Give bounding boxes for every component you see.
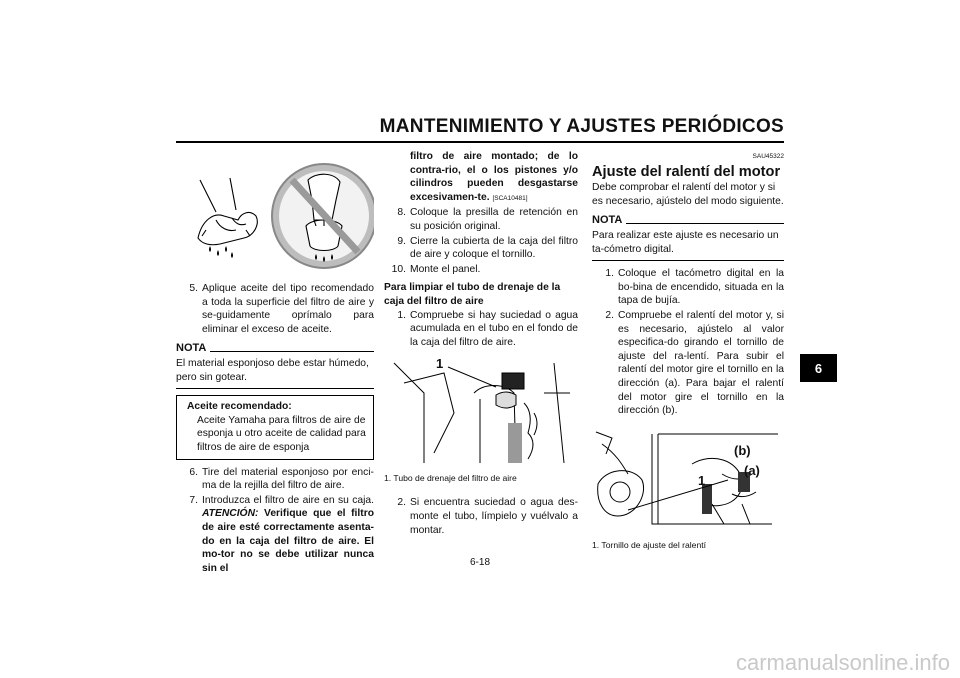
figure-callout-a: (a) [744,462,760,478]
page-number: 6-18 [469,557,490,568]
subsection-heading: Para limpiar el tubo de drenaje de la caja del filtro de aire [384,282,561,307]
atencion-label: ATENCIÓN: [202,508,259,520]
list-item: 1. Coloque el tacómetro digital en la bo-bina de encendido, situada en la tapa de bujía. [605,268,784,307]
list-item: 6. Tire del material esponjoso por enci-ma de la rejilla del filtro de aire. [189,466,374,492]
recommended-oil-box: Aceite recomendado: Aceite Yamaha para filtros de aire de esponja u otro aceite de calidad para filtros de aire de esponja [176,395,374,459]
figure-callout-1: 1 [698,472,706,488]
figure-callout-b: (b) [734,442,751,458]
list-item: 1. Compruebe si hay suciedad o agua acumulada en el tubo en el fondo de la caja del filtro de aire. [397,309,578,348]
nota-heading: NOTA [176,342,374,356]
nota-text: El material esponjoso debe estar húmedo, pero sin gotear. [176,357,369,383]
idle-screw-figure [592,424,784,536]
column-left [176,160,374,576]
section-code: SAU45322 [752,153,784,160]
list-item: 5. Aplique aceite del tipo recomendado a toda la superficie del filtro de aire y se-guidamente oprímalo para eliminar el exceso de aceite. [189,283,374,335]
nota-end-rule [176,388,374,389]
section-intro: Debe comprobar el ralentí del motor y si es necesario, ajústelo del modo siguiente. [592,182,784,207]
safety-code: [SCA10481] [492,194,528,202]
figure-caption: 1. Tornillo de ajuste del ralentí [592,539,707,550]
chapter-tab[interactable]: 6 [800,354,837,382]
figure-caption: 1. Tubo de drenaje del filtro de aire [384,473,517,484]
list-item: 2. Compruebe el ralentí del motor y, si es necesario, ajústelo al valor especifica-do girando el tornillo de ajuste del ra-lentí. Para subir el ralentí del motor gire el tornillo en la dirección (a). Para bajar el ralentí del motor gire el tornillo en la dirección (b). [605,309,784,417]
watermark: carmanualsonline.info [735,650,950,675]
list-item: 9. Cierre la cubierta de la caja del filtro de aire y coloque el tornillo. [397,235,578,261]
drain-tube-figure [384,353,578,471]
list-item: 8. Coloque la presilla de retención en su posición original. [397,207,578,232]
list-item: 7. Introduzca el filtro de aire en su caja. ATENCIÓN: Verifique que el filtro de aire esté correctamente asenta-do en la caja del filtro de aire. El mo-tor no se debe utilizar nunca sin el [189,494,374,574]
nota-heading: NOTA [592,214,784,228]
sponge-hands-illustration [176,160,374,272]
page-header-title: MANTENIMIENTO Y AJUSTES PERIÓDICOS [379,116,784,137]
list-item: 2. Si encuentra suciedad o agua des-monte el tubo, límpielo y vuélvalo a montar. [397,497,578,536]
section-title: Ajuste del ralentí del motor [592,163,781,180]
column-middle [384,150,578,538]
atencion-text: Verifique que el filtro de aire esté correctamente asenta-do en la caja del filtro de aire. El mo-tor no se debe utilizar nunca sin el [202,508,374,574]
header-rule [176,141,784,143]
figure-callout-1: 1 [436,356,444,372]
list-item: 10. Monte el panel. [391,263,481,275]
nota-text: Para realizar este ajuste es necesario un ta-cómetro digital. [592,229,779,255]
list-item-continuation: filtro de aire montado; de lo contra-rio, el o los pistones y/o cilindros pueden desgastarse excesivamen-te. [SCA10481] [410,151,578,203]
nota-end-rule [592,260,784,261]
column-right [592,150,784,551]
